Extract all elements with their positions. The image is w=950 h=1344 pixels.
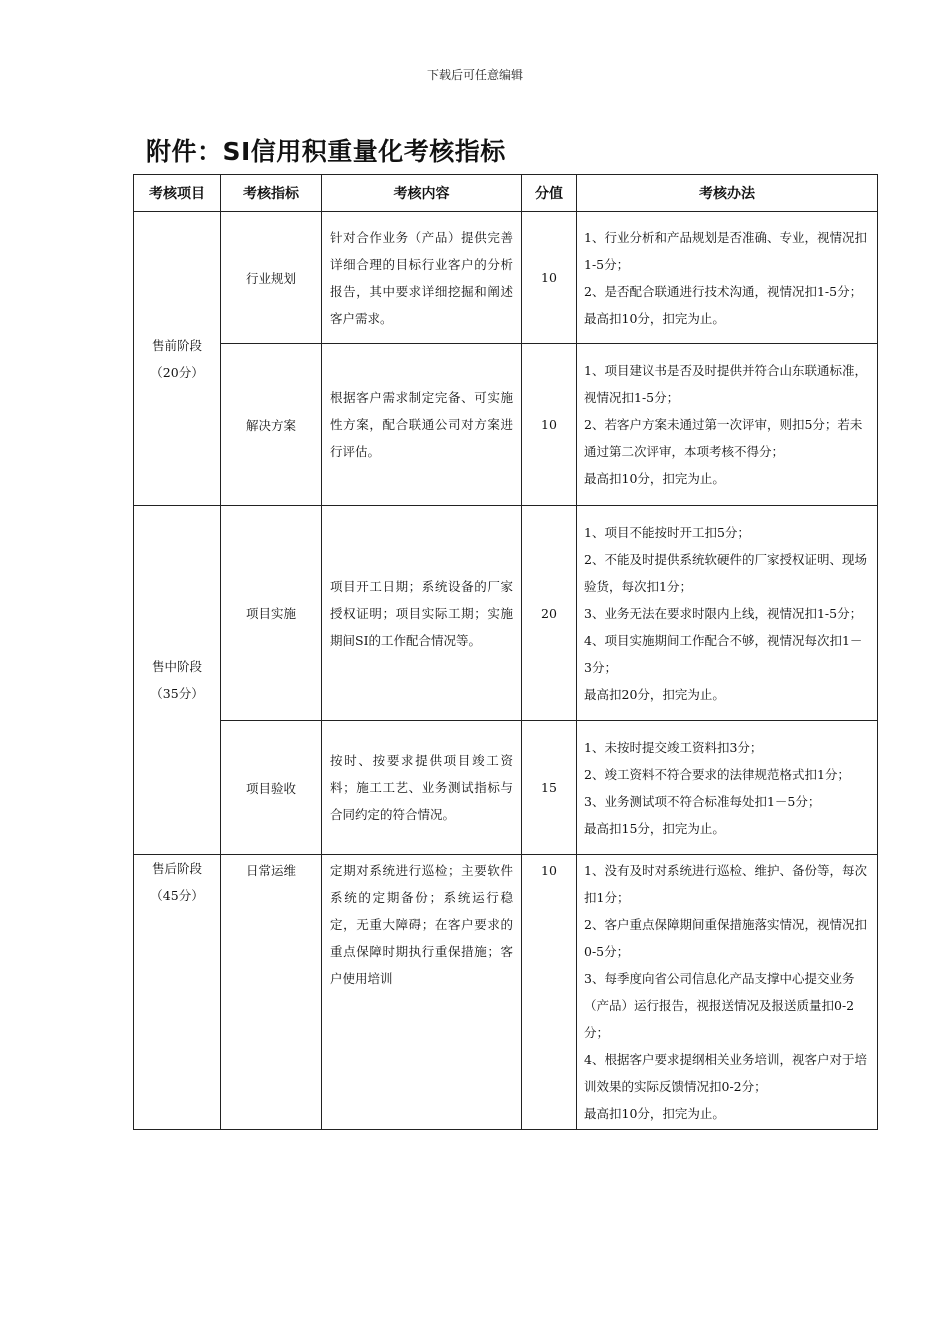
indicator-cell: 解决方案 — [221, 344, 322, 506]
method-line: 3、每季度向省公司信息化产品支撑中心提交业务（产品）运行报告，视报送情况及报送质量扣0-2分； — [584, 971, 855, 1040]
method-line: 3、业务测试项不符合标准每处扣1－5分； — [584, 793, 821, 809]
table-row — [134, 344, 878, 506]
stage-name: 售中阶段 — [151, 659, 202, 674]
score-cell: 10 — [522, 855, 577, 1130]
indicator-cell: 项目验收 — [221, 721, 322, 855]
table-header-row — [134, 175, 878, 212]
method-line: 2、客户重点保障期间重保措施落实情况，视情况扣0-5分； — [584, 917, 867, 959]
method-line: 最高扣15分，扣完为止。 — [584, 820, 725, 836]
method-line: 最高扣10分，扣完为止。 — [584, 471, 725, 486]
indicator-cell: 项目实施 — [221, 506, 322, 721]
assessment-table — [133, 174, 878, 1130]
method-cell — [577, 506, 878, 721]
header-method: 考核办法 — [577, 175, 878, 212]
method-line: 最高扣10分，扣完为止。 — [584, 1106, 725, 1121]
method-line: 2、若客户方案未通过第一次评审，则扣5分；若未通过第二次评审，本项考核不得分； — [584, 417, 863, 459]
header-indicator: 考核指标 — [221, 175, 322, 212]
table-row — [134, 506, 878, 721]
method-line: 最高扣20分，扣完为止。 — [584, 686, 725, 702]
score-cell: 10 — [522, 212, 577, 344]
content-cell: 根据客户需求制定完备、可实施性方案，配合联通公司对方案进行评估。 — [322, 344, 522, 506]
header-stage: 考核项目 — [134, 175, 221, 212]
header-score: 分值 — [522, 175, 577, 212]
score-cell: 10 — [522, 344, 577, 506]
table-row — [134, 721, 878, 855]
method-line: 4、根据客户要求提纲相关业务培训，视客户对于培训效果的实际反馈情况扣0-2分； — [584, 1052, 867, 1094]
method-line: 4、项目实施期间工作配合不够，视情况每次扣1－3分； — [584, 632, 863, 675]
stage-points: （35分） — [150, 686, 204, 701]
content-cell: 按时、按要求提供项目竣工资料；施工工艺、业务测试指标与合同约定的符合情况。 — [322, 721, 522, 855]
stage-name: 售后阶段 — [151, 861, 202, 876]
table-row — [134, 212, 878, 344]
document-title: 附件：SI信用积重量化考核指标 — [146, 137, 506, 166]
method-line: 最高扣10分，扣完为止。 — [584, 310, 725, 326]
method-line: 3、业务无法在要求时限内上线，视情况扣1-5分； — [584, 605, 863, 621]
method-line: 2、竣工资料不符合要求的法律规范格式扣1分； — [584, 766, 850, 782]
indicator-cell: 日常运维 — [221, 855, 322, 1130]
score-cell: 15 — [522, 721, 577, 855]
content-cell: 项目开工日期；系统设备的厂家授权证明；项目实际工期；实施期间SI的工作配合情况等。 — [322, 506, 522, 721]
stage-points: （20分） — [150, 364, 204, 380]
method-line: 1、项目建议书是否及时提供并符合山东联通标准，视情况扣1-5分； — [584, 363, 867, 405]
method-line: 1、未按时提交竣工资料扣3分； — [584, 739, 763, 755]
stage-postsale — [134, 855, 221, 1130]
stage-presale — [134, 212, 221, 506]
content-cell: 针对合作业务（产品）提供完善详细合理的目标行业客户的分析报告，其中要求详细挖掘和阐述客户需求。 — [322, 212, 522, 344]
method-cell — [577, 721, 878, 855]
method-line: 1、行业分析和产品规划是否准确、专业，视情况扣1-5分； — [584, 229, 867, 272]
stage-midsale — [134, 506, 221, 855]
method-cell — [577, 855, 878, 1130]
method-line: 1、项目不能按时开工扣5分； — [584, 524, 750, 540]
table-row — [134, 855, 878, 1130]
method-line: 1、没有及时对系统进行巡检、维护、备份等，每次扣1分； — [584, 863, 867, 905]
method-line: 2、不能及时提供系统软硬件的厂家授权证明、现场验货，每次扣1分； — [584, 551, 867, 594]
header-content: 考核内容 — [322, 175, 522, 212]
score-cell: 20 — [522, 506, 577, 721]
method-cell — [577, 212, 878, 344]
header-note: 下载后可任意编辑 — [426, 68, 523, 82]
stage-points: （45分） — [150, 888, 204, 903]
stage-name: 售前阶段 — [151, 337, 202, 353]
method-cell — [577, 344, 878, 506]
method-line: 2、是否配合联通进行技术沟通，视情况扣1-5分； — [584, 283, 863, 299]
content-cell: 定期对系统进行巡检；主要软件系统的定期备份；系统运行稳定，无重大障碍；在客户要求的重点保障时期执行重保措施；客户使用培训 — [322, 855, 522, 1130]
indicator-cell: 行业规划 — [221, 212, 322, 344]
